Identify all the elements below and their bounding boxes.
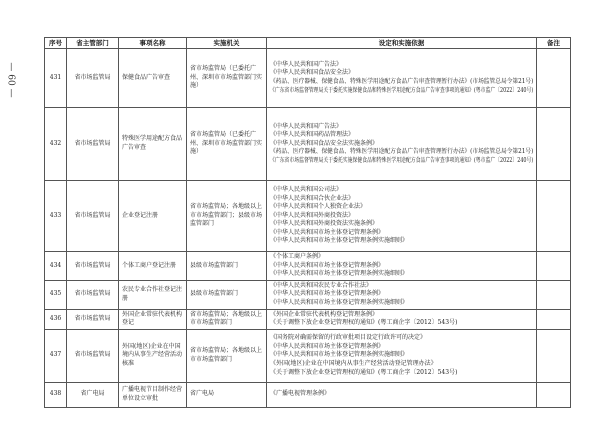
agency-cell: 省广电局 [187, 382, 267, 407]
note-cell [537, 49, 571, 108]
note-cell [537, 329, 571, 382]
header-item-name: 事项名称 [119, 38, 187, 49]
department-cell: 省市场监管局 [67, 49, 119, 108]
table-row [45, 309, 571, 329]
basis-line: 《中华人民共和国市场主体登记管理条例》 [270, 228, 385, 236]
basis-line: 《中华人民共和国市场主体登记管理条例》 [270, 342, 385, 350]
basis-line: 《关于调整下放企业登记管理权的通知》(粤工商企字〔2012〕543号) [270, 368, 458, 376]
department-cell: 省市场监管局 [67, 108, 119, 181]
basis-line: 《中华人民共和国市场主体登记管理条例》 [270, 290, 385, 298]
basis-line: 《中华人民共和国农民专业合作社法》 [270, 281, 373, 289]
department-cell: 省市场监管局 [67, 280, 119, 309]
basis-line: 《广播电视管理条例》 [270, 390, 331, 398]
agency-cell: 省市场监管局（已委托广州、深圳市市场监管部门实施） [187, 49, 267, 108]
basis-line: 《药品、医疗器械、保健食品、特殊医学用途配方食品广告审查管理暂行办法》(市场监管总局令第21号) [270, 78, 534, 85]
table-row [45, 382, 571, 407]
note-cell [537, 382, 571, 407]
basis-line: 《中华人民共和国广告法》 [270, 122, 343, 130]
basis-line: 《外国(地区)企业在中国境内从事生产经营活动登记管理办法》 [270, 360, 437, 368]
basis-line: 《关于调整下放企业登记管理权的通知》(粤工商企字〔2012〕543号) [270, 319, 458, 327]
department-cell: 省广电局 [67, 382, 119, 407]
agency-cell: 省市场监管局；各地级以上市市场监管部门 [187, 309, 267, 329]
basis-line: 《广东省市场监督管理局关于委托实施保健食品和特殊医学用途配方食品广告审查事项的通知》(粤市监广〔2022〕240号) [270, 86, 534, 94]
header-serial-number: 序号 [45, 38, 67, 49]
agency-cell: 省市场监管局；各地级以上市市场监管部门；县级市场监管部门 [187, 181, 267, 252]
note-cell [537, 181, 571, 252]
basis-line: 《中华人民共和国药品管理法》 [270, 131, 355, 139]
basis-line: 《国务院对确需保留的行政审批项目设定行政许可的决定》 [270, 334, 427, 342]
item-name-cell: 个体工商户登记注册 [119, 252, 187, 281]
basis-line: 《中华人民共和国市场主体登记管理条例》 [270, 261, 385, 269]
basis-line: 《药品、医疗器械、保健食品、特殊医学用途配方食品广告审查管理暂行办法》(市场监管总局令第21号) [270, 148, 534, 156]
item-name-cell: 企业登记注册 [119, 181, 187, 252]
header-note: 备注 [537, 38, 571, 49]
basis-cell [267, 49, 537, 108]
basis-line: 《中华人民共和国市场主体登记管理条例实施细则》 [270, 270, 409, 278]
table-row [45, 280, 571, 309]
serial-number-cell: 432 [45, 108, 67, 181]
serial-number-cell: 433 [45, 181, 67, 252]
basis-line: 《中华人民共和国个人独资企业法》 [270, 203, 367, 211]
basis-line: 《中华人民共和国外商投资法实施条例》 [270, 220, 379, 228]
basis-line: 《中华人民共和国公司法》 [270, 185, 343, 193]
basis-line: 《中华人民共和国广告法》 [270, 60, 343, 68]
item-name-cell: 广播电视节目制作经营单位设立审批 [119, 382, 187, 407]
basis-cell [267, 309, 537, 329]
approval-items-table [44, 37, 571, 408]
header-department: 省主管部门 [67, 38, 119, 49]
agency-cell: 省市场监管局（已委托广州、深圳市市场监管部门实施） [187, 108, 267, 181]
note-cell [537, 252, 571, 281]
page-number-text: — 60 — [6, 62, 16, 98]
basis-line: 《中华人民共和国食品安全法实施条例》 [270, 139, 379, 147]
basis-line: 《广东省市场监督管理局关于委托实施保健食品和特殊医学用途配方食品广告审查事项的通知》(粤市监广〔2022〕240号) [270, 156, 534, 164]
basis-cell [267, 108, 537, 181]
department-cell: 省市场监管局 [67, 181, 119, 252]
agency-cell: 县级市场监管部门 [187, 280, 267, 309]
basis-line: 《个体工商户条例》 [270, 253, 325, 260]
basis-line: 《中华人民共和国合伙企业法》 [270, 194, 355, 202]
serial-number-cell: 431 [45, 49, 67, 108]
note-cell [537, 108, 571, 181]
department-cell: 省市场监管局 [67, 329, 119, 382]
item-name-cell: 外国(地区)企业在中国境内从事生产经营活动核准 [119, 329, 187, 382]
serial-number-cell: 437 [45, 329, 67, 382]
note-cell [537, 280, 571, 309]
table-row [45, 108, 571, 181]
table-row [45, 252, 571, 281]
serial-number-cell: 434 [45, 252, 67, 281]
agency-cell: 省市场监管局；各地级以上市市场监管部门 [187, 329, 267, 382]
serial-number-cell: 436 [45, 309, 67, 329]
basis-cell [267, 181, 537, 252]
table-row [45, 181, 571, 252]
basis-line: 《中华人民共和国市场主体登记管理条例实施细则》 [270, 237, 409, 245]
header-agency: 实施机关 [187, 38, 267, 49]
item-name-cell: 农民专业合作社登记注册 [119, 280, 187, 309]
item-name-cell: 保健食品广告审查 [119, 49, 187, 108]
basis-line: 《中华人民共和国外商投资法》 [270, 211, 355, 219]
table-header-row [45, 38, 571, 49]
page-number [4, 60, 18, 100]
serial-number-cell: 438 [45, 382, 67, 407]
agency-cell: 县级市场监管部门 [187, 252, 267, 281]
serial-number-cell: 435 [45, 280, 67, 309]
basis-cell [267, 329, 537, 382]
note-cell [537, 309, 571, 329]
item-name-cell: 特殊医学用途配方食品广告审查 [119, 108, 187, 181]
table-row [45, 329, 571, 382]
table-row [45, 49, 571, 108]
department-cell: 省市场监管局 [67, 309, 119, 329]
basis-cell [267, 382, 537, 407]
basis-line: 《中华人民共和国食品安全法》 [270, 69, 355, 77]
item-name-cell: 外国企业常驻代表机构登记 [119, 309, 187, 329]
header-basis: 设定和实施依据 [267, 38, 537, 49]
basis-cell [267, 252, 537, 281]
basis-line: 《中华人民共和国市场主体登记管理条例实施细则》 [270, 351, 409, 359]
basis-line: 《中华人民共和国市场主体登记管理条例实施细则》 [270, 298, 409, 306]
basis-cell [267, 280, 537, 309]
basis-line: 《外国企业常驻代表机构登记管理条例》 [270, 310, 379, 318]
department-cell: 省市场监管局 [67, 252, 119, 281]
